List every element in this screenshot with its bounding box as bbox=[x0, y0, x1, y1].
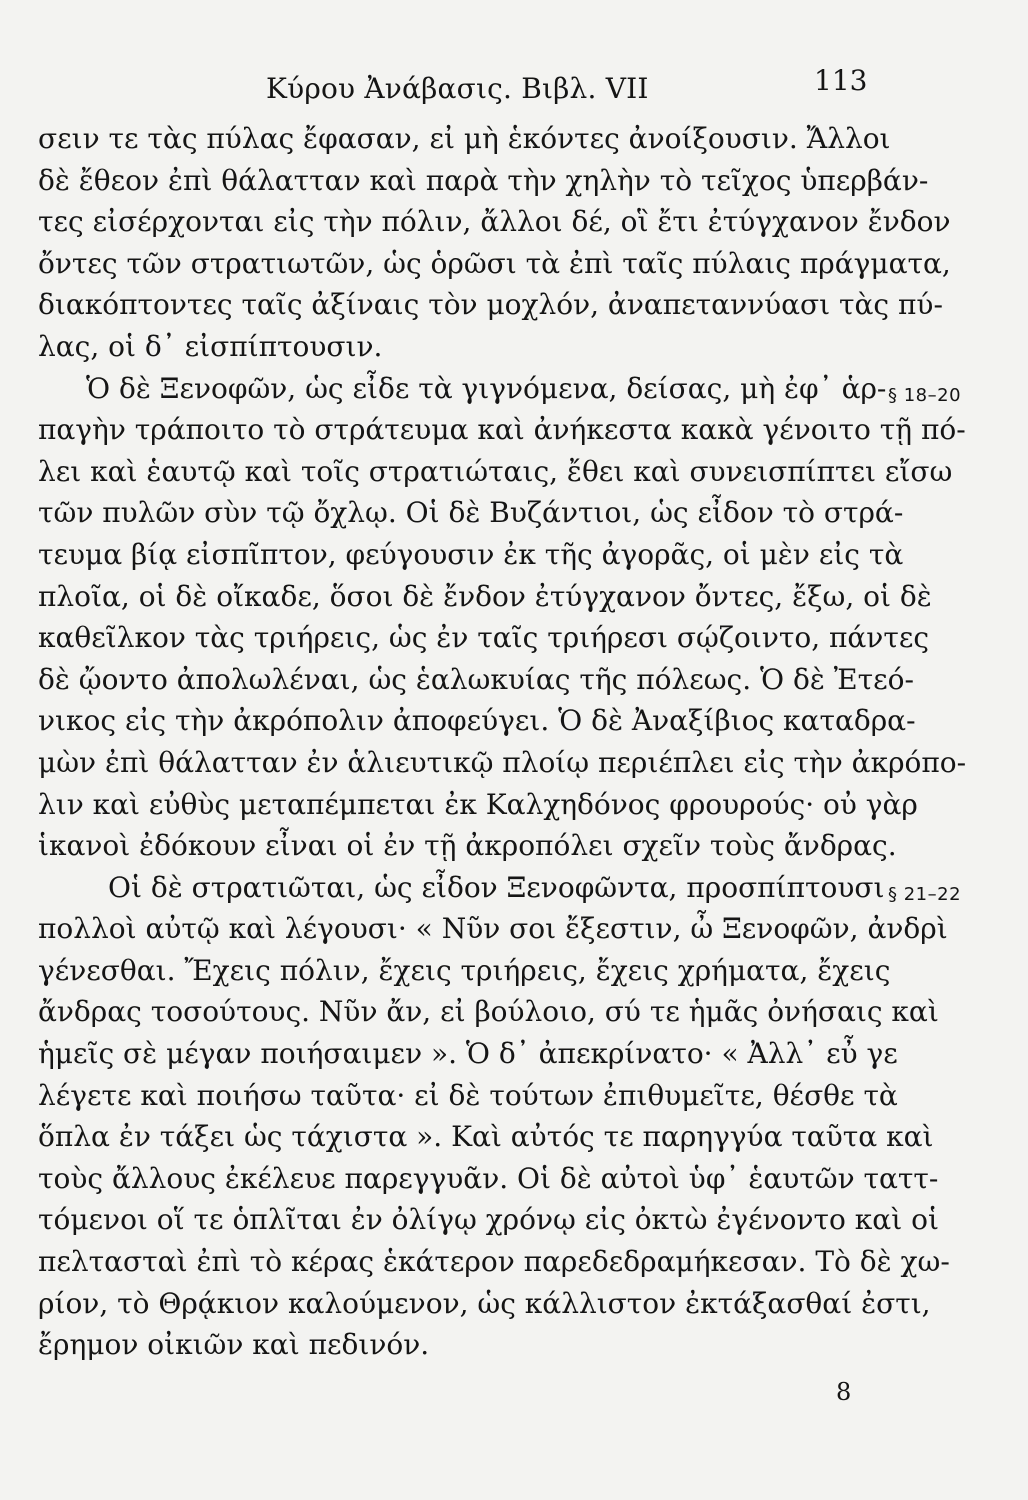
text-line: παγὴν τράποιτο τὸ στράτευμα καὶ ἀνήκεστα κακὰ γένοιτο τῇ πό- bbox=[38, 413, 966, 447]
text-line: πλοῖα, οἱ δὲ οἴκαδε, ὅσοι δὲ ἔνδον ἐτύγχανον ὄντες, ἔξω, οἱ δὲ bbox=[38, 579, 932, 613]
text-line: ἔρημον οἰκιῶν καὶ πεδινόν. bbox=[38, 1328, 430, 1362]
text-line: τες εἰσέρχονται εἰς τὴν πόλιν, ἄλλοι δέ, οἳ ἔτι ἐτύγχανον ἔνδον bbox=[38, 205, 951, 239]
text-line: ἱκανοὶ ἐδόκουν εἶναι οἱ ἐν τῇ ἀκροπόλει σχεῖν τοὺς ἄνδρας. bbox=[38, 829, 897, 863]
text-line: ἡμεῖς σὲ μέγαν ποιήσαιμεν ». Ὁ δ᾽ ἀπεκρίνατο· « Ἀλλ᾽ εὖ γε bbox=[38, 1037, 898, 1071]
page-number: 113 bbox=[814, 64, 868, 97]
text-line: πολλοὶ αὐτῷ καὶ λέγουσι· « Νῦν σοι ἔξεστιν, ὦ Ξενοφῶν, ἀνδρὶ bbox=[38, 912, 948, 946]
text-line: καθεῖλκον τὰς τριήρεις, ὡς ἐν ταῖς τριήρεσι σῴζοιντο, πάντες bbox=[38, 621, 930, 655]
text-line: ρίον, τὸ Θρᾴκιον καλούμενον, ὡς κάλλιστον ἐκτάξασθαί ἐστι, bbox=[38, 1286, 931, 1320]
paragraph-start-line: Οἱ δὲ στρατιῶται, ὡς εἶδον Ξενοφῶντα, προσπίπτουσι bbox=[108, 870, 885, 904]
text-line: ἄνδρας τοσούτους. Νῦν ἄν, εἰ βούλοιο, σύ τε ἡμᾶς ὀνήσαις καὶ bbox=[38, 995, 939, 1029]
text-line: λας, οἱ δ᾽ εἰσπίπτουσιν. bbox=[38, 329, 383, 363]
margin-section-note: § 21–22 bbox=[888, 884, 962, 905]
text-line: τευμα βίᾳ εἰσπῖπτον, φεύγουσιν ἐκ τῆς ἀγορᾶς, οἱ μὲν εἰς τὰ bbox=[38, 537, 904, 571]
text-line: δὲ ἔθεον ἐπὶ θάλατταν καὶ παρὰ τὴν χηλὴν τὸ τεῖχος ὑπερβάν- bbox=[38, 163, 929, 197]
signature-mark: 8 bbox=[836, 1378, 852, 1406]
text-line: σειν τε τὰς πύλας ἔφασαν, εἰ μὴ ἑκόντες ἀνοίξουσιν. Ἄλλοι bbox=[38, 122, 891, 155]
running-title: Κύρου Ἀνάβασις. Βιβλ. VII bbox=[266, 72, 649, 105]
text-line: τόμενοι οἵ τε ὁπλῖται ἐν ὀλίγῳ χρόνῳ εἰς ὀκτὼ ἐγένοντο καὶ οἱ bbox=[38, 1203, 939, 1237]
paragraph-start-line: Ὁ δὲ Ξενοφῶν, ὡς εἶδε τὰ γιγνόμενα, δείσας, μὴ ἐφ᾽ ἁρ- bbox=[86, 371, 887, 405]
text-line: νικος εἰς τὴν ἀκρόπολιν ἀποφεύγει. Ὁ δὲ Ἀναξίβιος καταδρα- bbox=[38, 704, 916, 738]
text-line: λιν καὶ εὐθὺς μεταπέμπεται ἐκ Καλχηδόνος φρουρούς· οὐ γὰρ bbox=[38, 787, 918, 821]
text-line: λει καὶ ἑαυτῷ καὶ τοῖς στρατιώταις, ἔθει καὶ συνεισπίπτει εἴσω bbox=[38, 454, 953, 488]
text-line: τῶν πυλῶν σὺν τῷ ὄχλῳ. Οἱ δὲ Βυζάντιοι, ὡς εἶδον τὸ στρά- bbox=[38, 496, 904, 530]
text-line: ὄντες τῶν στρατιωτῶν, ὡς ὁρῶσι τὰ ἐπὶ ταῖς πύλαις πράγματα, bbox=[38, 246, 951, 280]
text-line: διακόπτοντες ταῖς ἀξίναις τὸν μοχλόν, ἀναπεταννύασι τὰς πύ- bbox=[38, 288, 943, 322]
text-line: ὅπλα ἐν τάξει ὡς τάχιστα ». Καὶ αὐτός τε παρηγγύα ταῦτα καὶ bbox=[38, 1120, 934, 1154]
text-line: γένεσθαι. Ἔχεις πόλιν, ἔχεις τριήρεις, ἔχεις χρήματα, ἔχεις bbox=[38, 953, 891, 987]
text-line: δὲ ᾤοντο ἀπολωλέναι, ὡς ἑαλωκυίας τῆς πόλεως. Ὁ δὲ Ἐτεό- bbox=[38, 662, 914, 696]
text-line: πελτασταὶ ἐπὶ τὸ κέρας ἑκάτερον παρεδεδραμήκεσαν. Τὸ δὲ χω- bbox=[38, 1245, 950, 1279]
margin-section-note: § 18–20 bbox=[888, 385, 962, 406]
text-line: μὼν ἐπὶ θάλατταν ἐν ἁλιευτικῷ πλοίῳ περιέπλει εἰς τὴν ἀκρόπο- bbox=[38, 745, 967, 779]
text-line: τοὺς ἄλλους ἐκέλευε παρεγγυᾶν. Οἱ δὲ αὐτοὶ ὑφ᾽ ἑαυτῶν ταττ- bbox=[38, 1161, 939, 1195]
text-line: λέγετε καὶ ποιήσω ταῦτα· εἰ δὲ τούτων ἐπιθυμεῖτε, θέσθε τὰ bbox=[38, 1078, 898, 1112]
